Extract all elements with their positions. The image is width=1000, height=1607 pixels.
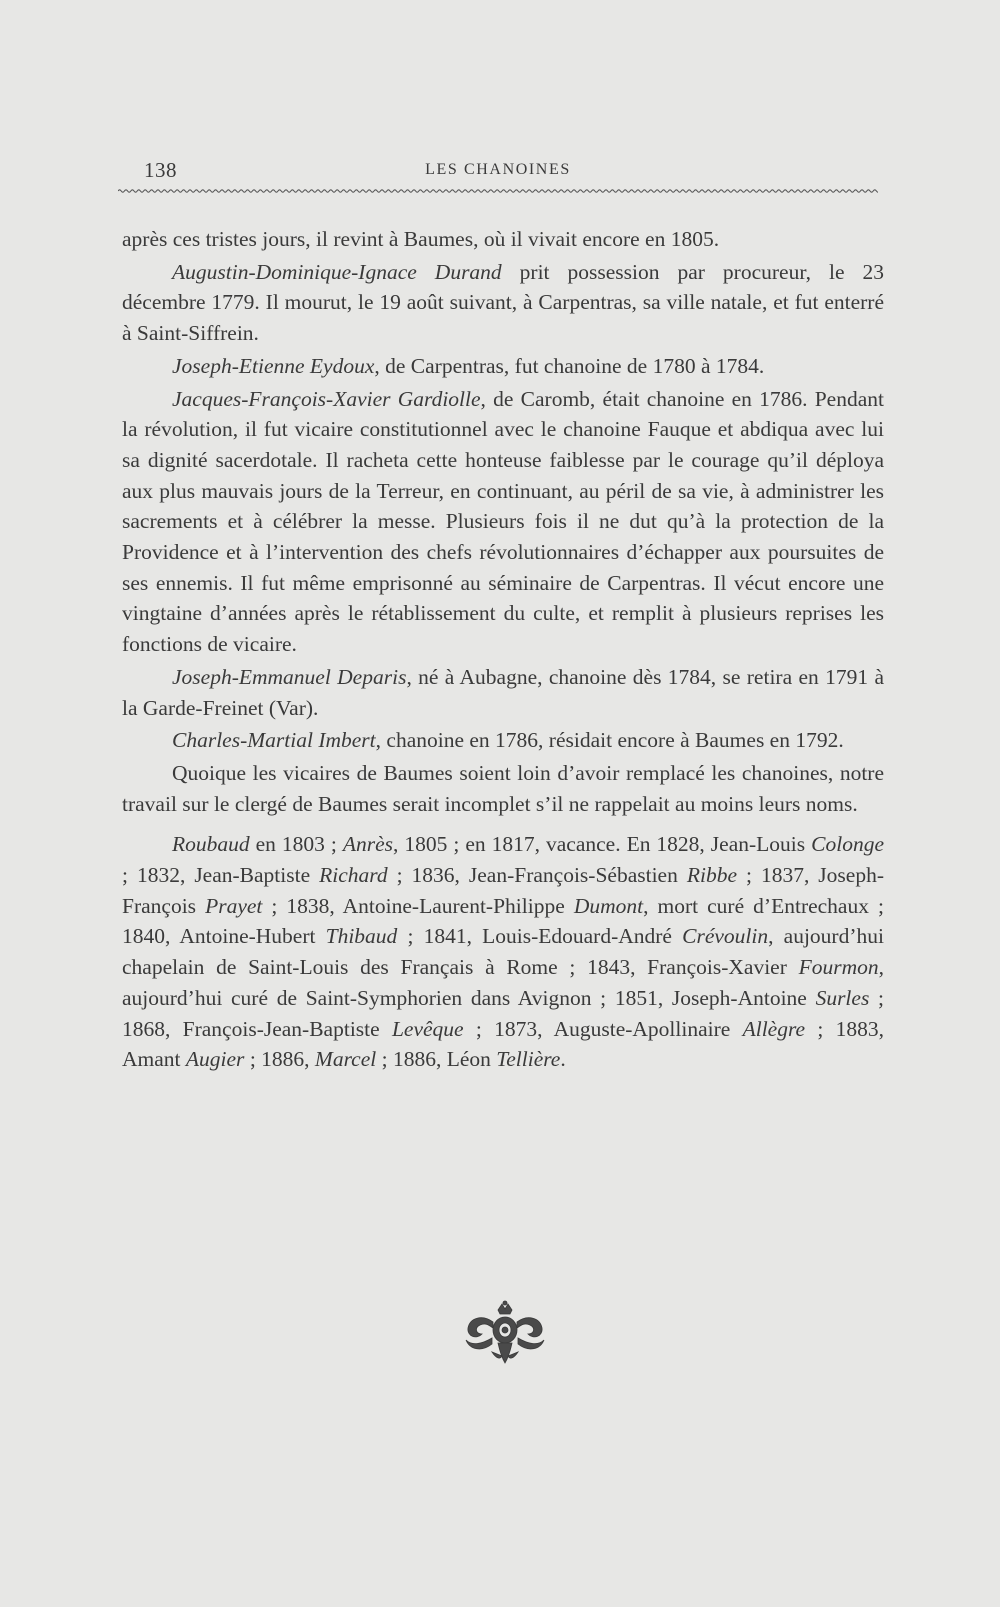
- italic-name: Augustin-Dominique-Ignace Durand: [172, 259, 502, 284]
- paragraph-8: [122, 829, 884, 1075]
- paragraph-6: [122, 725, 884, 756]
- text-run: .: [560, 1047, 566, 1072]
- text-run: ; 1832, Jean-Baptiste: [122, 863, 320, 888]
- paragraph-7: [122, 758, 884, 819]
- text-run: , né à Aubagne, chanoine dès 1784, se retira en 1791 à la Garde-Freinet (Var).: [122, 664, 884, 720]
- paragraph-5: [122, 662, 884, 723]
- paragraph-3: [122, 351, 884, 382]
- text-run: ; 1838, Antoine-Laurent-Philippe: [262, 893, 574, 918]
- italic-name: Tellière: [496, 1047, 561, 1072]
- italic-name: Richard: [319, 863, 388, 888]
- text-run: ; 1886,: [244, 1047, 315, 1072]
- italic-name: Fourmon: [798, 955, 879, 980]
- text-run: , aujourd’hui chapelain de Saint-Louis des Français à Rome ; 1843, François-Xavier: [122, 924, 884, 980]
- italic-name: Jacques-François-Xavier Gardiolle: [172, 386, 481, 411]
- text-run: après ces tristes jours, il revint à Baumes, où il vivait encore en 1805.: [122, 227, 720, 251]
- text-run: prit possession par procureur, le 23 décembre 1779. Il mourut, le 19 août suivant, à Carpentras, sa ville natale, et fut enterré à Saint-Siffrein.: [122, 259, 884, 346]
- italic-name: Colonge: [811, 832, 884, 857]
- text-run: ; 1836, Jean-François-Sébastien: [387, 863, 687, 888]
- text-run: , de Carpentras, fut chanoine de 1780 à 1784.: [374, 353, 765, 378]
- italic-name: Prayet: [205, 893, 263, 918]
- running-title: LES CHANOINES: [425, 161, 571, 178]
- italic-name: Allègre: [742, 1016, 806, 1041]
- text-run: ; 1841, Louis-Edouard-André: [397, 924, 683, 949]
- italic-name: Levêque: [391, 1016, 464, 1041]
- italic-name: Thibaud: [325, 924, 398, 949]
- italic-name: Marcel: [314, 1047, 377, 1072]
- text-run: ; 1837, Joseph-François: [122, 863, 884, 918]
- running-header: [118, 158, 878, 186]
- page-number: 138: [144, 158, 177, 182]
- text-run: ; 1873, Auguste-Apollinaire: [463, 1016, 743, 1041]
- italic-name: Crévoulin: [682, 924, 769, 949]
- fleuron-icon: [462, 1300, 548, 1366]
- paragraph-2: [122, 257, 884, 349]
- italic-name: Charles-Martial Imbert: [172, 728, 376, 753]
- italic-name: Dumont: [573, 893, 644, 918]
- paragraph-1: [122, 224, 884, 255]
- text-run: , mort curé d’Entrechaux ; 1840, Antoine-Hubert: [122, 893, 884, 949]
- text-run: ; 1886, Léon: [376, 1047, 497, 1072]
- italic-name: Anrès: [342, 832, 394, 857]
- wavy-rule-divider: [118, 187, 878, 195]
- text-run: en 1803 ;: [249, 832, 343, 857]
- text-run: ; 1883, Amant: [122, 1016, 884, 1072]
- text-run: Quoique les vicaires de Baumes soient loin d’avoir remplacé les chanoines, notre travail sur le clergé de Baumes serait incomplet s’il ne rappelait au moins leurs noms.: [122, 760, 884, 816]
- italic-name: Surles: [815, 985, 870, 1010]
- text-run: ; 1868, François-Jean-Baptiste: [122, 985, 884, 1041]
- italic-name: Joseph-Emmanuel Deparis: [172, 664, 407, 689]
- italic-name: Ribbe: [686, 863, 737, 888]
- italic-name: Joseph-Etienne Eydoux: [172, 353, 375, 378]
- text-run: , aujourd’hui curé de Saint-Symphorien dans Avignon ; 1851, Joseph-Antoine: [122, 955, 884, 1010]
- text-run: , 1805 ; en 1817, vacance. En 1828, Jean-Louis: [393, 832, 812, 857]
- body-text: [122, 224, 884, 1075]
- italic-name: Augier: [185, 1047, 245, 1072]
- text-run: , chanoine en 1786, résidait encore à Baumes en 1792.: [375, 728, 844, 753]
- italic-name: Roubaud: [172, 832, 250, 857]
- paragraph-4: [122, 384, 884, 660]
- text-run: , de Caromb, était chanoine en 1786. Pendant la révolution, il fut vicaire constitutionnel avec le chanoine Fauque et abdiqua avec lui sa dignité sacerdotale. Il racheta cette honteuse faiblesse par le courage qu’il déploya aux plus mauvais jours de la Terreur, en continuant, au péril de sa vie, à administrer les sacrements et à célébrer la messe. Plusieurs fois il ne dut qu’à la protection de la Providence et à l’intervention des chefs révolutionnaires d’échapper aux poursuites de ses ennemis. Il fut même emprisonné au séminaire de Carpentras. Il vécut encore une vingtaine d’années après le rétablissement du culte, et remplit à plusieurs reprises les fonctions de vicaire.: [122, 386, 884, 657]
